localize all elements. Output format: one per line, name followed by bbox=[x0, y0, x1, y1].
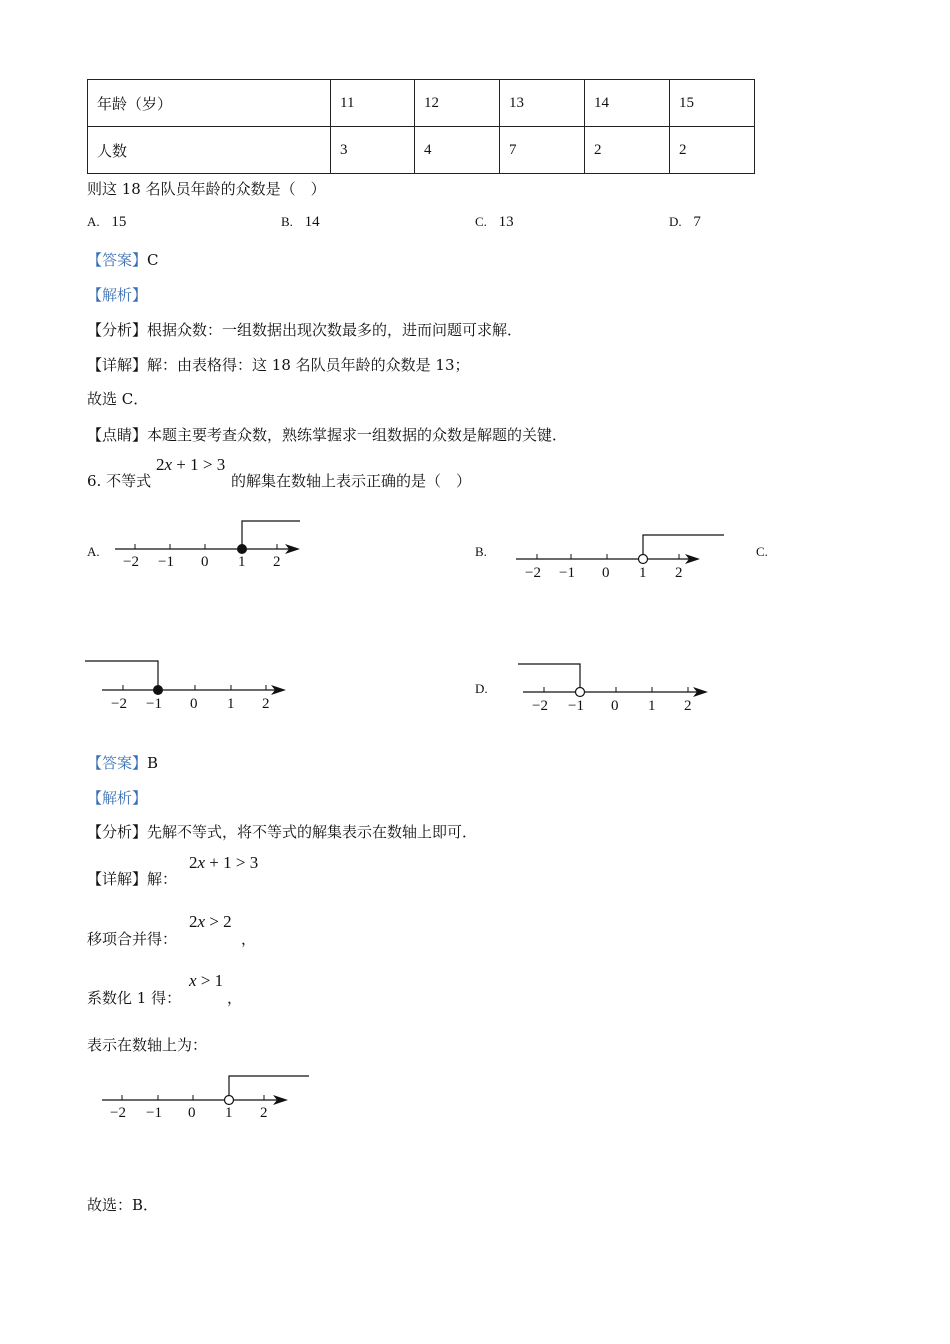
answer-value: C bbox=[147, 251, 159, 269]
solution-ray bbox=[242, 521, 300, 549]
coef: 2 bbox=[189, 912, 198, 931]
table-cell: 12 bbox=[415, 80, 500, 127]
table-cell: 3 bbox=[331, 127, 415, 174]
tick-label: 1 bbox=[648, 698, 656, 714]
q6-inequality bbox=[156, 455, 225, 475]
q5-answer bbox=[87, 249, 159, 270]
xiangjie-tag: 【详解】 bbox=[87, 356, 148, 374]
table-cell: 7 bbox=[500, 127, 585, 174]
tick-label: 0 bbox=[190, 696, 198, 712]
ticks bbox=[544, 687, 688, 692]
dianjing-tag: 【点睛】 bbox=[87, 426, 148, 444]
option-text: 14 bbox=[304, 214, 320, 230]
closed-endpoint bbox=[153, 685, 163, 695]
tick-label: 1 bbox=[639, 565, 647, 581]
table-cell: 11 bbox=[331, 80, 415, 127]
q5-dianjing bbox=[87, 424, 567, 445]
tick-label: 0 bbox=[188, 1105, 196, 1121]
tick-label: 1 bbox=[225, 1105, 233, 1121]
number-line-answer bbox=[87, 1066, 317, 1126]
q6-step1-label: 移项合并得： bbox=[87, 930, 178, 948]
q6-option-c-letter: C. bbox=[756, 544, 768, 559]
xiangjie-text: 解：由表格得：这 18 名队员年龄的众数是 13； bbox=[147, 356, 470, 374]
q5-option-c bbox=[475, 214, 514, 231]
q6-option-b-letter: B. bbox=[475, 544, 487, 559]
closed-endpoint bbox=[237, 544, 247, 554]
tick-label: −2 bbox=[110, 1105, 126, 1121]
tick-label: −1 bbox=[146, 696, 162, 712]
q6-eq-original bbox=[189, 853, 258, 873]
rest: + 1 > 3 bbox=[172, 455, 226, 474]
table-cell: 2 bbox=[670, 127, 755, 174]
q6-step2-label: 系数化 1 得： bbox=[87, 989, 182, 1007]
answer-tag: 【答案】 bbox=[87, 754, 148, 772]
ticks bbox=[135, 544, 277, 549]
xiangjie-tag: 【详解】 bbox=[87, 870, 148, 888]
tick-label: 0 bbox=[602, 565, 610, 581]
q5-stem: 则这 18 名队员年龄的众数是（ ） bbox=[87, 180, 326, 198]
comma: ， bbox=[241, 930, 257, 948]
solution-ray bbox=[518, 664, 580, 687]
tick-label: 2 bbox=[675, 565, 683, 581]
dianjing-text: 本题主要考查众数，熟练掌握求一组数据的众数是解题的关键． bbox=[147, 426, 568, 444]
variable: x bbox=[164, 455, 173, 474]
answer-tag: 【答案】 bbox=[87, 251, 148, 269]
comma: ， bbox=[227, 989, 243, 1007]
table-row bbox=[88, 80, 755, 127]
tick-label: 1 bbox=[227, 696, 235, 712]
tick-label: 2 bbox=[262, 696, 270, 712]
tick-label: −1 bbox=[146, 1105, 162, 1121]
solution-ray bbox=[229, 1076, 309, 1095]
coef: 2 bbox=[189, 853, 198, 872]
ticks bbox=[537, 554, 679, 559]
q6-fenxi bbox=[87, 821, 477, 842]
tick-label: 0 bbox=[611, 698, 619, 714]
ticks bbox=[123, 685, 266, 690]
table-count-label: 人数 bbox=[88, 127, 331, 174]
option-letter: A. bbox=[87, 214, 100, 229]
rest: > 1 bbox=[196, 971, 224, 990]
q6-stem-rest: 的解集在数轴上表示正确的是（ ） bbox=[231, 472, 472, 490]
age-table bbox=[87, 79, 755, 174]
table-cell: 4 bbox=[415, 127, 500, 174]
rest: + 1 > 3 bbox=[205, 853, 259, 872]
q6-option-a-letter: A. bbox=[87, 544, 100, 559]
q6-option-d-letter: D. bbox=[475, 681, 488, 696]
tick-label: −1 bbox=[559, 565, 575, 581]
option-text: 7 bbox=[693, 214, 701, 230]
tick-label: −1 bbox=[158, 554, 174, 570]
variable: x bbox=[189, 971, 197, 990]
q6-xiangjie bbox=[87, 868, 177, 889]
q5-option-b bbox=[281, 214, 320, 231]
open-endpoint bbox=[225, 1096, 234, 1105]
fenxi-tag: 【分析】 bbox=[87, 321, 148, 339]
tick-label: −2 bbox=[111, 696, 127, 712]
tick-label: −2 bbox=[123, 554, 139, 570]
tick-label: −2 bbox=[532, 698, 548, 714]
xiangjie-prefix: 解： bbox=[147, 870, 178, 888]
solution-ray bbox=[85, 661, 158, 690]
open-endpoint bbox=[639, 555, 648, 564]
q5-option-d bbox=[669, 214, 701, 231]
table-header-label: 年龄（岁） bbox=[88, 80, 331, 127]
coef: 2 bbox=[156, 455, 165, 474]
q5-conclusion: 故选 C． bbox=[87, 390, 149, 408]
q6-answer bbox=[87, 752, 158, 773]
option-letter: C. bbox=[475, 214, 487, 229]
fenxi-text: 根据众数：一组数据出现次数最多的，进而问题可求解． bbox=[147, 321, 523, 339]
fenxi-tag: 【分析】 bbox=[87, 823, 148, 841]
table-cell: 2 bbox=[585, 127, 670, 174]
q6-step1-eq bbox=[189, 912, 232, 932]
table-cell: 13 bbox=[500, 80, 585, 127]
q5-xiangjie bbox=[87, 354, 470, 375]
tick-label: −2 bbox=[525, 565, 541, 581]
ticks bbox=[122, 1095, 264, 1100]
tick-label: −1 bbox=[568, 698, 584, 714]
option-text: 15 bbox=[111, 214, 127, 230]
rest: > 2 bbox=[205, 912, 232, 931]
variable: x bbox=[197, 912, 206, 931]
variable: x bbox=[197, 853, 206, 872]
solution-ray bbox=[643, 535, 724, 554]
open-endpoint bbox=[576, 688, 585, 697]
answer-value: B bbox=[147, 754, 159, 772]
number-line-c bbox=[85, 650, 300, 715]
q6-conclusion: 故选：B． bbox=[87, 1196, 159, 1214]
tick-label: 2 bbox=[260, 1105, 268, 1121]
table-cell: 14 bbox=[585, 80, 670, 127]
table-cell: 15 bbox=[670, 80, 755, 127]
q5-analysis-tag: 【解析】 bbox=[87, 286, 148, 304]
option-letter: D. bbox=[669, 214, 682, 229]
q5-option-a bbox=[87, 214, 126, 231]
number-line-d bbox=[510, 652, 720, 717]
tick-label: 2 bbox=[273, 554, 281, 570]
number-line-a bbox=[100, 510, 310, 575]
option-letter: B. bbox=[281, 214, 293, 229]
tick-label: 1 bbox=[238, 554, 246, 570]
number-line-b bbox=[503, 525, 733, 587]
tick-label: 2 bbox=[684, 698, 692, 714]
q6-analysis-tag: 【解析】 bbox=[87, 789, 148, 807]
q5-fenxi bbox=[87, 319, 522, 340]
table-row bbox=[88, 127, 755, 174]
fenxi-text: 先解不等式，将不等式的解集表示在数轴上即可． bbox=[147, 823, 478, 841]
q6-number: 6. 不等式 bbox=[87, 472, 152, 490]
tick-label: 0 bbox=[201, 554, 209, 570]
q6-step2-eq bbox=[189, 971, 223, 991]
q6-show-label: 表示在数轴上为： bbox=[87, 1036, 208, 1054]
option-text: 13 bbox=[498, 214, 514, 230]
